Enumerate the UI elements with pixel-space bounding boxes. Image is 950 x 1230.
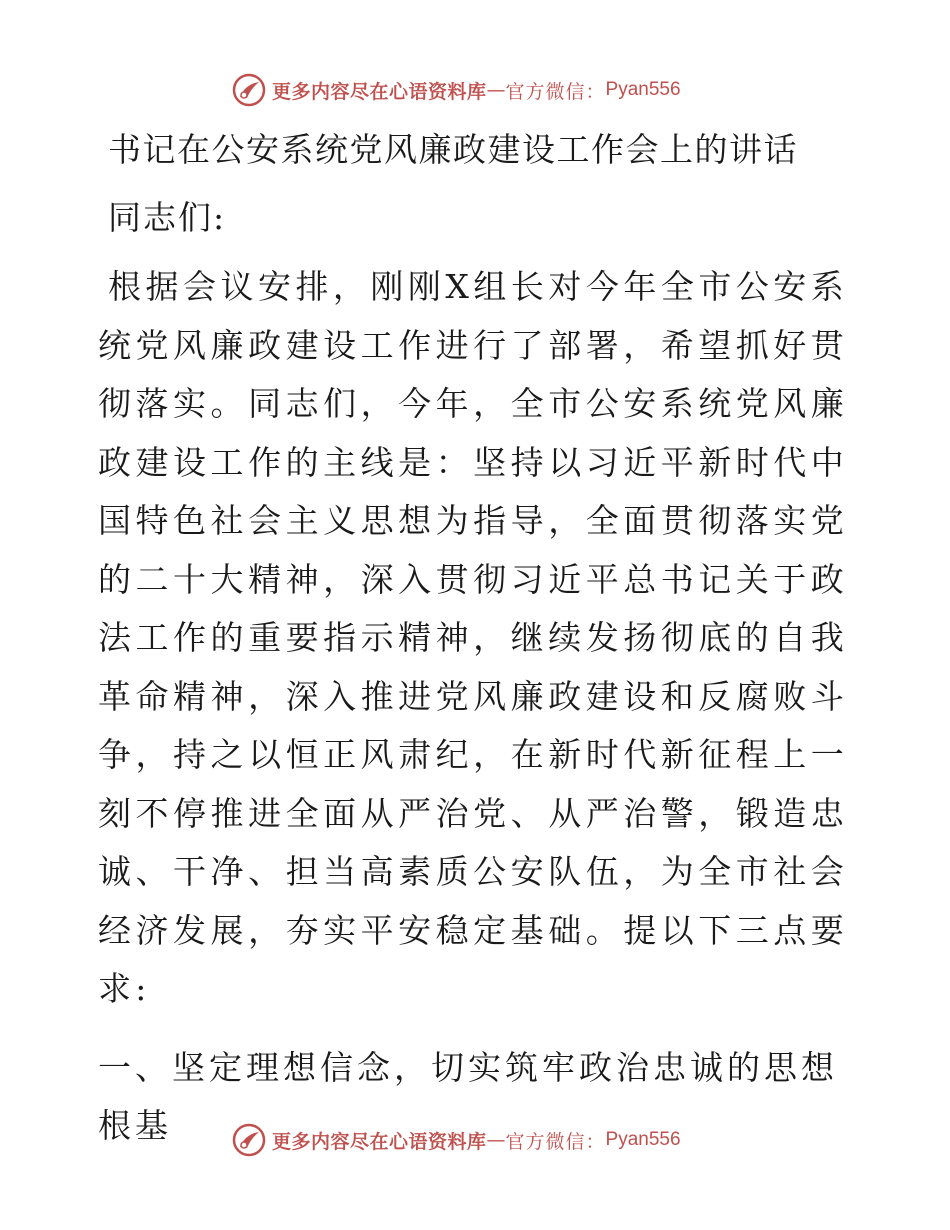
document-title: 书记在公安系统党风廉政建设工作会上的讲话: [108, 130, 798, 169]
watermark-account-label: 官方微信：: [505, 80, 606, 103]
body-paragraph-text: 根据会议安排，刚刚X组长对今年全市公安系统党风廉政建设工作进行了部署，希望抓好贯彻落实。同志们，今年，全市公安系统党风廉政建设工作的主线是：坚持以习近平新时代中国特色社会主义思想为指导，全面贯彻落实党的二十大精神，深入贯彻习近平总书记关于政法工作的重要指示精神，继续发扬彻底的自我革命精神，深入推进党风廉政建设和反腐败斗争，持之以恒正风肃纪，在新时代新征程上一刻不停推进全面从严治党、从严治警，锻造忠诚、干净、担当高素质公安队伍，为全市社会经济发展，夯实平安稳定基础。提以下三点要求:: [98, 267, 848, 1008]
watermark-main-text: 更多内容尽在心语资料库: [272, 1130, 487, 1153]
watermark-dash: —: [486, 79, 506, 101]
salutation: 同志们:: [108, 198, 227, 237]
document-content: [98, 120, 848, 1156]
footer-watermark: [232, 1122, 752, 1158]
watermark-main-text: 更多内容尽在心语资料库: [272, 80, 487, 103]
watermark-account-label: 官方微信：: [505, 1130, 606, 1153]
body-paragraph: [98, 258, 848, 1019]
brand-logo-icon: [232, 1123, 266, 1157]
watermark-account-id: Pyan556: [605, 1129, 681, 1150]
watermark-dash: —: [486, 1129, 506, 1151]
brand-logo-icon: [232, 73, 266, 107]
header-watermark: [232, 72, 752, 108]
section-heading-text: 一、坚定理想信念，切实筑牢政治忠诚的思想根基: [98, 1047, 838, 1145]
watermark-account-id: Pyan556: [605, 79, 681, 100]
